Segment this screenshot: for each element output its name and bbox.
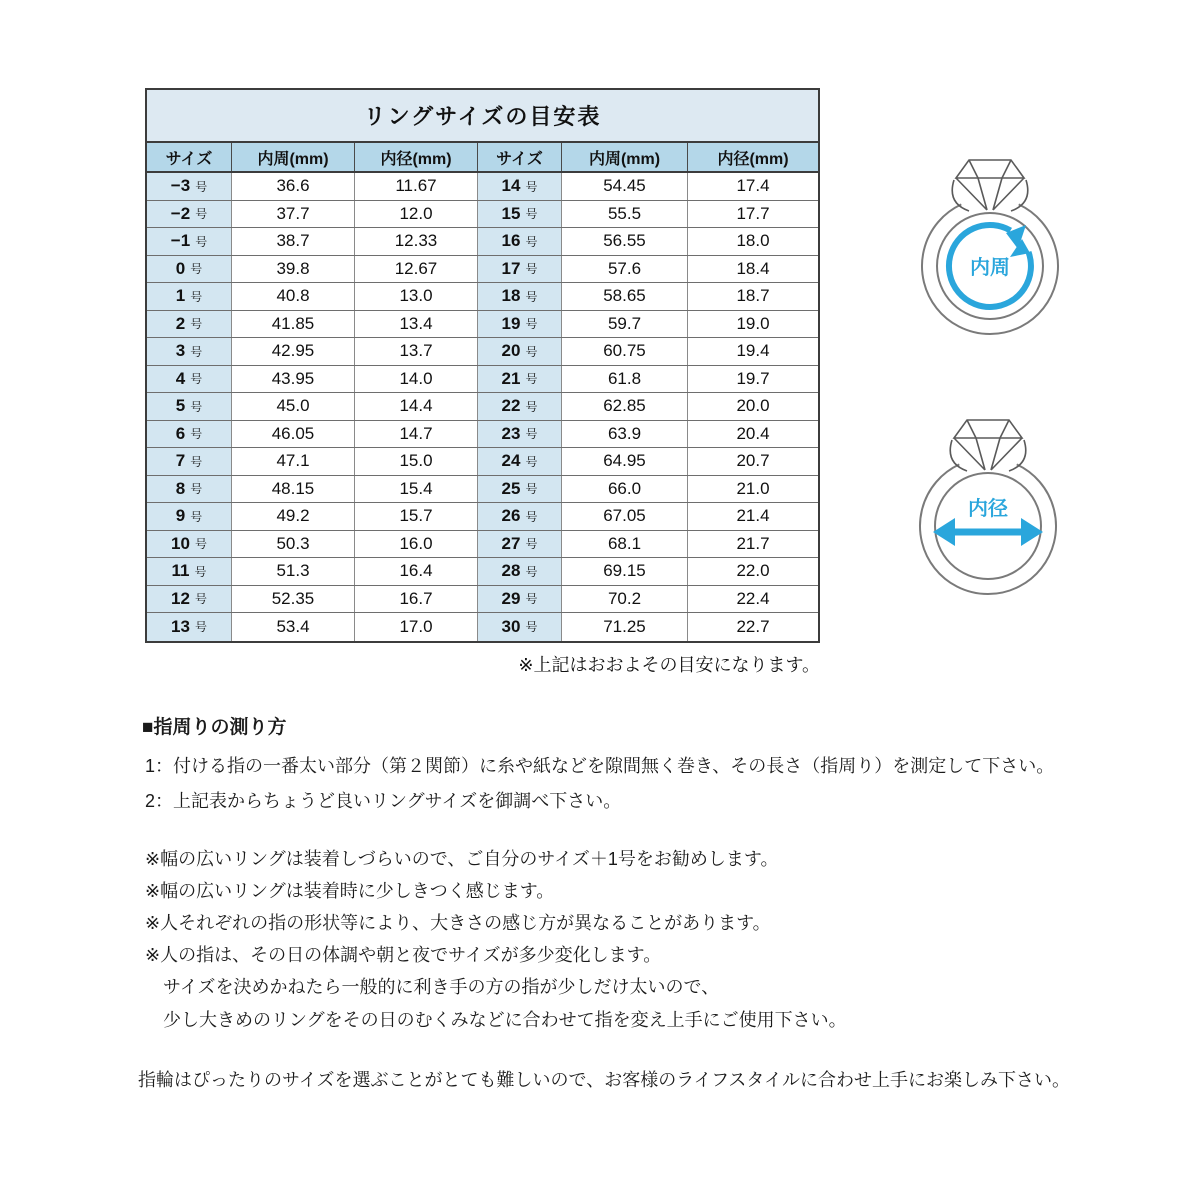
value-cell: 19.4 [688, 338, 818, 365]
value-cell: 70.2 [562, 586, 688, 613]
circumference-label: 内周 [970, 257, 1010, 279]
size-cell: −1 号 [147, 228, 232, 255]
value-cell: 38.7 [232, 228, 355, 255]
ring-diameter-diagram [913, 418, 1063, 608]
size-cell: 0 号 [147, 256, 232, 283]
table-row [147, 283, 818, 311]
measuring-step-2: 2：上記表からちょうど良いリングサイズを御調べ下さい。 [145, 791, 622, 811]
column-header-diam-right: 内径(mm) [717, 150, 789, 168]
value-cell: 12.67 [355, 256, 478, 283]
value-cell: 49.2 [232, 503, 355, 530]
value-cell: 14.4 [355, 393, 478, 420]
value-cell: 14.0 [355, 366, 478, 393]
value-cell: 43.95 [232, 366, 355, 393]
table-row [147, 201, 818, 229]
value-cell: 17.0 [355, 613, 478, 641]
value-cell: 19.7 [688, 366, 818, 393]
value-cell: 22.0 [688, 558, 818, 585]
value-cell: 64.95 [562, 448, 688, 475]
size-cell: 9 号 [147, 503, 232, 530]
value-cell: 12.33 [355, 228, 478, 255]
value-cell: 18.4 [688, 256, 818, 283]
value-cell: 68.1 [562, 531, 688, 558]
size-cell: 5 号 [147, 393, 232, 420]
column-header-circ-right: 内周(mm) [562, 143, 688, 171]
ring-circumference-diagram [915, 158, 1065, 348]
value-cell: 47.1 [232, 448, 355, 475]
size-cell: 15 号 [478, 201, 562, 228]
size-cell: 4 号 [147, 366, 232, 393]
value-cell: 53.4 [232, 613, 355, 641]
value-cell: 69.15 [562, 558, 688, 585]
value-cell: 67.05 [562, 503, 688, 530]
value-cell: 16.4 [355, 558, 478, 585]
diamond-icon [950, 420, 1025, 471]
column-header-size-right: サイズ [478, 143, 562, 171]
value-cell: 21.0 [688, 476, 818, 503]
value-cell: 11.67 [355, 173, 478, 200]
value-cell: 50.3 [232, 531, 355, 558]
value-cell: 13.7 [355, 338, 478, 365]
value-cell: 21.7 [688, 531, 818, 558]
value-cell: 40.8 [232, 283, 355, 310]
value-cell: 52.35 [232, 586, 355, 613]
value-cell: 58.65 [562, 283, 688, 310]
size-cell: 24 号 [478, 448, 562, 475]
value-cell: 14.7 [355, 421, 478, 448]
value-cell: 63.9 [562, 421, 688, 448]
closing-message: 指輪はぴったりのサイズを選ぶことがとても難しいので、お客様のライフスタイルに合わせ上手にお楽しみ下さい。 [138, 1070, 1071, 1090]
value-cell: 51.3 [232, 558, 355, 585]
size-cell: 1 号 [147, 283, 232, 310]
value-cell: 13.0 [355, 283, 478, 310]
value-cell: 18.0 [688, 228, 818, 255]
table-footnote: ※上記はおおよその目安になります。 [518, 655, 820, 675]
size-cell: 14 号 [478, 173, 562, 200]
value-cell: 46.05 [232, 421, 355, 448]
size-cell: −3 号 [147, 173, 232, 200]
table-row [147, 531, 818, 559]
table-row [147, 503, 818, 531]
table-row [147, 311, 818, 339]
table-row [147, 256, 818, 284]
value-cell: 54.45 [562, 173, 688, 200]
table-header-row [147, 143, 818, 173]
note-size-change: ※人の指は、その日の体調や朝と夜でサイズが多少変化します。 [145, 945, 662, 965]
note-wide-ring-fit: ※幅の広いリングは装着時に少しきつく感じます。 [145, 881, 555, 901]
note-larger-ring: 少し大きめのリングをその日のむくみなどに合わせて指を変え上手にご使用下さい。 [163, 1010, 847, 1030]
table-row [147, 393, 818, 421]
value-cell: 57.6 [562, 256, 688, 283]
value-cell: 66.0 [562, 476, 688, 503]
table-title: リングサイズの目安表 [363, 104, 602, 129]
note-wide-ring-rec: ※幅の広いリングは装着しづらいので、ご自分のサイズ＋1号をお勧めします。 [145, 849, 779, 869]
measuring-step-1: 1：付ける指の一番太い部分（第２関節）に糸や紙などを隙間無く巻き、その長さ（指周り）を測定して下さい。 [145, 756, 1055, 776]
value-cell: 39.8 [232, 256, 355, 283]
size-cell: 13 号 [147, 613, 232, 641]
size-cell: 29 号 [478, 586, 562, 613]
size-cell: 10 号 [147, 531, 232, 558]
size-cell: 2 号 [147, 311, 232, 338]
value-cell: 22.4 [688, 586, 818, 613]
diameter-label: 内径 [968, 498, 1008, 520]
value-cell: 20.4 [688, 421, 818, 448]
value-cell: 55.5 [562, 201, 688, 228]
value-cell: 17.7 [688, 201, 818, 228]
size-cell: 12 号 [147, 586, 232, 613]
table-row [147, 558, 818, 586]
value-cell: 15.0 [355, 448, 478, 475]
value-cell: 60.75 [562, 338, 688, 365]
size-cell: 27 号 [478, 531, 562, 558]
table-body [147, 173, 818, 641]
size-cell: 16 号 [478, 228, 562, 255]
size-cell: 11 号 [147, 558, 232, 585]
value-cell: 12.0 [355, 201, 478, 228]
size-cell: 26 号 [478, 503, 562, 530]
table-row [147, 613, 818, 641]
table-row [147, 338, 818, 366]
value-cell: 16.7 [355, 586, 478, 613]
table-row [147, 173, 818, 201]
size-cell: 28 号 [478, 558, 562, 585]
value-cell: 20.7 [688, 448, 818, 475]
value-cell: 42.95 [232, 338, 355, 365]
measuring-heading: ■指周りの測り方 [142, 717, 287, 738]
value-cell: 15.7 [355, 503, 478, 530]
table-row [147, 586, 818, 614]
column-header-size-left: サイズ [147, 143, 232, 171]
value-cell: 19.0 [688, 311, 818, 338]
size-cell: 25 号 [478, 476, 562, 503]
value-cell: 71.25 [562, 613, 688, 641]
size-cell: 20 号 [478, 338, 562, 365]
size-cell: 23 号 [478, 421, 562, 448]
value-cell: 20.0 [688, 393, 818, 420]
diamond-icon [952, 160, 1027, 211]
note-finger-shape: ※人それぞれの指の形状等により、大きさの感じ方が異なることがあります。 [145, 913, 771, 933]
size-cell: 30 号 [478, 613, 562, 641]
value-cell: 18.7 [688, 283, 818, 310]
value-cell: 17.4 [688, 173, 818, 200]
value-cell: 16.0 [355, 531, 478, 558]
ring-size-table [145, 88, 820, 643]
value-cell: 59.7 [562, 311, 688, 338]
size-cell: 19 号 [478, 311, 562, 338]
table-row [147, 421, 818, 449]
size-cell: 18 号 [478, 283, 562, 310]
size-cell: 7 号 [147, 448, 232, 475]
column-header-circ-left: 内周(mm) [232, 143, 355, 171]
table-title-bar [147, 90, 818, 143]
column-header-diam-left: 内径(mm) [355, 143, 478, 171]
size-cell: 17 号 [478, 256, 562, 283]
value-cell: 61.8 [562, 366, 688, 393]
size-cell: 3 号 [147, 338, 232, 365]
size-cell: −2 号 [147, 201, 232, 228]
value-cell: 45.0 [232, 393, 355, 420]
value-cell: 13.4 [355, 311, 478, 338]
value-cell: 15.4 [355, 476, 478, 503]
table-row [147, 476, 818, 504]
size-cell: 22 号 [478, 393, 562, 420]
table-row [147, 448, 818, 476]
value-cell: 56.55 [562, 228, 688, 255]
value-cell: 21.4 [688, 503, 818, 530]
diameter-arrow-icon [933, 518, 1043, 546]
value-cell: 62.85 [562, 393, 688, 420]
value-cell: 37.7 [232, 201, 355, 228]
note-dominant-hand: サイズを決めかねたら一般的に利き手の方の指が少しだけ太いので、 [163, 977, 720, 997]
value-cell: 41.85 [232, 311, 355, 338]
value-cell: 48.15 [232, 476, 355, 503]
size-cell: 8 号 [147, 476, 232, 503]
size-cell: 21 号 [478, 366, 562, 393]
table-row [147, 366, 818, 394]
value-cell: 36.6 [232, 173, 355, 200]
table-row [147, 228, 818, 256]
size-cell: 6 号 [147, 421, 232, 448]
value-cell: 22.7 [688, 613, 818, 641]
